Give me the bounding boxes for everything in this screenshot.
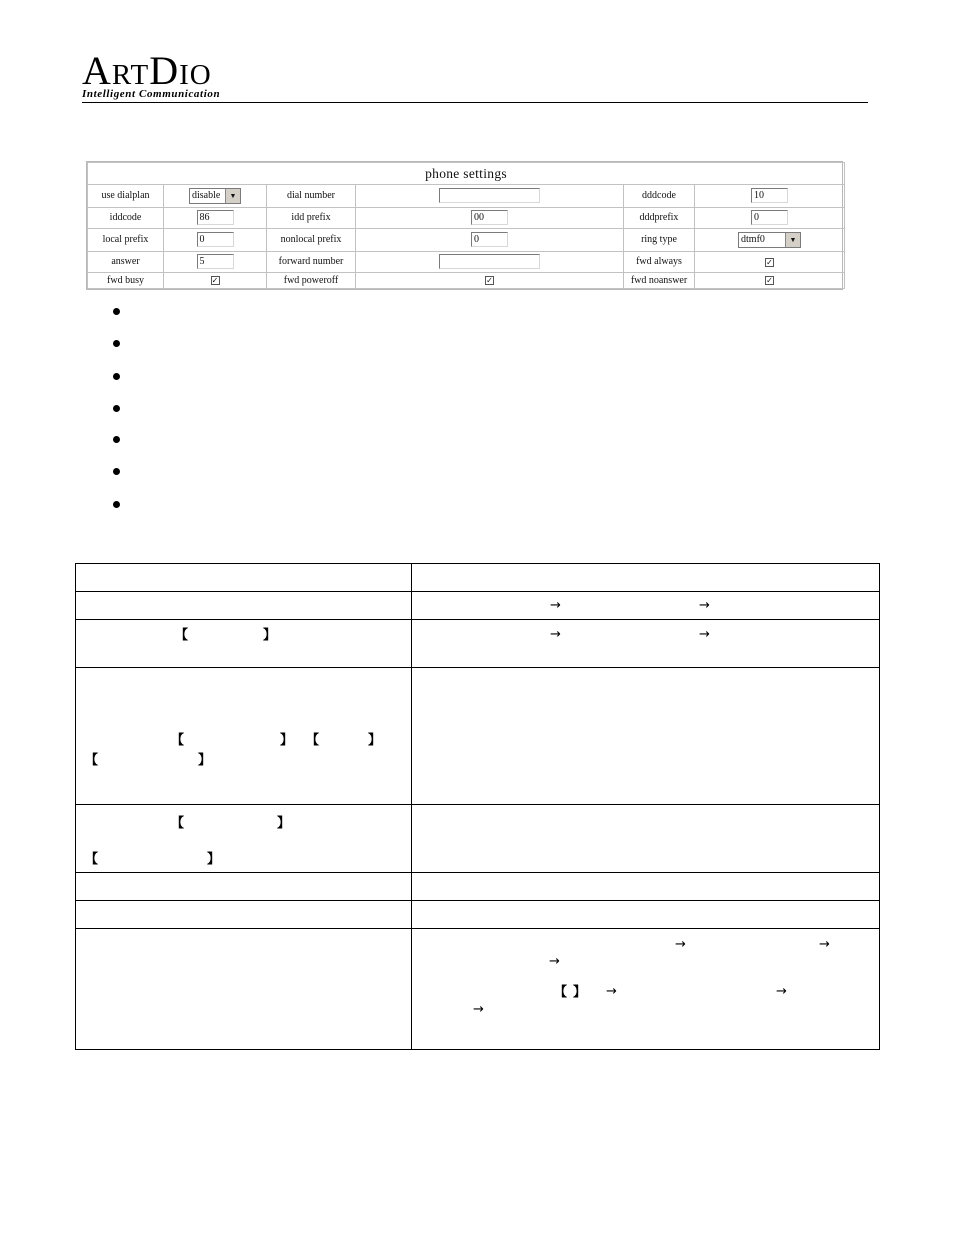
idd-prefix-label: idd prefix — [267, 207, 356, 228]
arrow-icon: → — [819, 937, 830, 952]
arrow-icon: → — [550, 598, 561, 613]
dial-number-label: dial number — [267, 185, 356, 208]
fwd-poweroff-checkbox[interactable]: ✓ — [486, 276, 493, 286]
table-cell — [76, 901, 412, 929]
dddprefix-input[interactable]: 0 — [751, 210, 788, 225]
local-prefix-label: local prefix — [88, 228, 164, 251]
table-cell — [76, 564, 412, 592]
forward-number-input[interactable] — [439, 254, 540, 269]
bracket-close: 】 — [368, 732, 382, 747]
bullet-point — [113, 405, 120, 412]
logo-tagline: Intelligent Communication — [82, 88, 221, 100]
use-dialplan-label: use dialplan — [88, 185, 164, 208]
table-cell — [76, 668, 412, 805]
bracket-open: 【 — [85, 851, 99, 866]
phone-settings-title: phone settings — [88, 163, 845, 185]
answer-label: answer — [88, 251, 164, 272]
fwd-always-checkbox[interactable]: ✓ — [766, 257, 773, 267]
bracket-open: 【 — [171, 815, 185, 830]
arrow-icon: → — [606, 984, 617, 999]
instruction-table — [75, 563, 879, 1050]
chevron-down-icon: ▼ — [225, 189, 240, 203]
table-cell — [412, 592, 880, 620]
table-cell — [412, 805, 880, 873]
bullet-point — [113, 501, 120, 508]
bracket-open: 【 — [554, 984, 568, 999]
header-rule — [82, 102, 868, 103]
bracket-close: 】 — [207, 851, 221, 866]
dddcode-label: dddcode — [624, 185, 695, 208]
table-cell — [412, 929, 880, 1050]
fwd-busy-checkbox[interactable]: ✓ — [211, 276, 219, 286]
table-cell — [76, 805, 412, 873]
chevron-down-icon: ▼ — [785, 233, 800, 247]
arrow-icon: → — [549, 954, 560, 969]
bullet-point — [113, 340, 120, 347]
fwd-noanswer-checkbox[interactable]: ✓ — [766, 276, 773, 286]
answer-input[interactable]: 5 — [197, 254, 234, 269]
table-cell — [76, 929, 412, 1050]
fwd-always-label: fwd always — [624, 251, 695, 272]
local-prefix-input[interactable]: 0 — [197, 232, 234, 247]
table-cell — [412, 873, 880, 901]
nonlocal-prefix-label: nonlocal prefix — [267, 228, 356, 251]
iddcode-input[interactable]: 86 — [197, 210, 234, 225]
table-cell — [76, 620, 412, 668]
nonlocal-prefix-input[interactable]: 0 — [471, 232, 508, 247]
table-cell — [412, 620, 880, 668]
dddcode-input[interactable]: 10 — [751, 188, 788, 203]
artdio-logo — [82, 48, 221, 100]
bracket-close: 】 — [263, 627, 277, 642]
bracket-close: 】 — [280, 732, 294, 747]
bracket-close: 】 — [573, 984, 587, 999]
idd-prefix-input[interactable]: 00 — [471, 210, 508, 225]
dddprefix-label: dddprefix — [624, 207, 695, 228]
fwd-poweroff-label: fwd poweroff — [267, 272, 356, 288]
table-cell — [412, 901, 880, 929]
arrow-icon: → — [699, 627, 710, 642]
arrow-icon: → — [550, 627, 561, 642]
bracket-open: 【 — [175, 627, 189, 642]
bracket-open: 【 — [85, 752, 99, 767]
logo-wordmark: ARTDIO — [82, 48, 212, 93]
arrow-icon: → — [699, 598, 710, 613]
bullet-point — [113, 373, 120, 380]
table-cell — [76, 592, 412, 620]
bullet-point — [113, 468, 120, 475]
bracket-open: 【 — [171, 732, 185, 747]
bracket-close: 】 — [277, 815, 291, 830]
fwd-noanswer-label: fwd noanswer — [624, 272, 695, 288]
arrow-icon: → — [473, 1002, 484, 1017]
table-cell — [412, 564, 880, 592]
table-cell — [76, 873, 412, 901]
bullet-point — [113, 308, 120, 315]
arrow-icon: → — [675, 937, 686, 952]
forward-number-label: forward number — [267, 251, 356, 272]
iddcode-label: iddcode — [88, 207, 164, 228]
ring-type-select[interactable]: dtmf0 ▼ — [738, 232, 801, 248]
fwd-busy-label: fwd busy — [88, 272, 164, 288]
dial-number-input[interactable] — [439, 188, 540, 203]
ring-type-label: ring type — [624, 228, 695, 251]
use-dialplan-select[interactable]: disable ▼ — [189, 188, 241, 204]
phone-settings-panel — [86, 161, 843, 290]
bracket-open: 【 — [306, 732, 320, 747]
bracket-close: 】 — [198, 752, 212, 767]
bullet-point — [113, 436, 120, 443]
arrow-icon: → — [776, 984, 787, 999]
table-cell — [412, 668, 880, 805]
